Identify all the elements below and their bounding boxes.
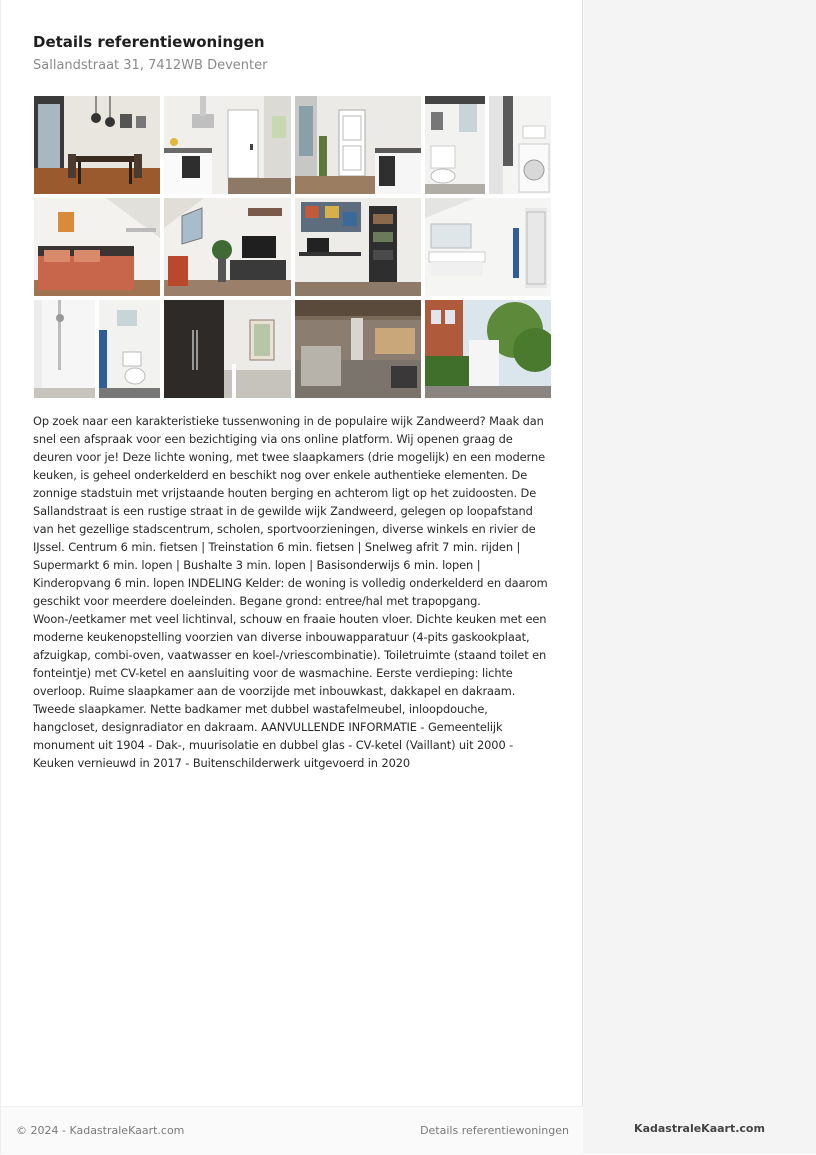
dining-room-photo[interactable] [34, 96, 160, 194]
property-description: Op zoek naar een karakteristieke tussenwoning in de populaire wijk Zandweerd? Maak dan snel een afspraak voor een bezichtiging via ons online platform. Wij openen graag de deuren voor je! Deze lichte woning, met twee slaapkamers (drie mogelijk) en een moderne keuken, is geheel onderkelderd en beschikt nog over enkele authentieke elementen. De zonnige stadstuin met vrijstaande houten berging en achterom ligt op het zuidoosten. De Sallandstraat is een rustige straat in de gewilde wijk Zandweerd, gelegen op loopafstand van het gezellige stadscentrum, scholen, sportvoorzieningen, diverse winkels en rivier de IJssel. Centrum 6 min. fietsen | Treinstation 6 min. fietsen | Snelweg afrit 7 min. rijden | Supermarkt 6 min. lopen | Bushalte 3 min. lopen | Basisonderwijs 6 min. lopen | Kinderopvang 6 min. lopen INDELING Kelder: de woning is volledig onderkelderd en daarom geschikt voor meerdere doeleinden. Begane grond: entree/hal met trapopgang. Woon-/eetkamer met veel lichtinval, schouw en fraaie houten vloer. Dichte keuken met een moderne keukenopstelling voorzien van diverse inbouwapparatuur (4-pits gaskookplaat, afzuigkap, combi-oven, vaatwasser en koel-/vriescombinatie). Toiletruimte (staand toilet en fonteintje) met CV-ketel en aansluiting voor de wasmachine. Eerste verdieping: lichte overloop. Ruime slaapkamer aan de voorzijde met inbouwkast, dakkapel en dakraam. Tweede slaapkamer. Nette badkamer met dubbel wastafelmeubel, inloopdouche, hangcloset, designradiator en dakraam. AANVULLENDE INFORMATIE - Gemeentelijk monument uit 1904 - Dak-, muurisolatie en dubbel glas - CV-ketel (Vaillant) uit 2000 - Keuken vernieuwd in 2017 - Buitenschilderwerk uitgevoerd in 2020 [33, 414, 548, 770]
wc-photo[interactable] [99, 300, 160, 398]
attic-living-room-photo[interactable] [164, 198, 291, 296]
brand-logo-text[interactable]: KadastraleKaart.com [634, 1122, 765, 1135]
kitchen-photo[interactable] [164, 96, 291, 194]
shower-photo[interactable] [34, 300, 95, 398]
wardrobe-landing-photo[interactable] [164, 300, 291, 398]
basement-photo[interactable] [295, 300, 421, 398]
bedroom-photo[interactable] [34, 198, 160, 296]
kitchen-hallway-photo[interactable] [295, 96, 421, 194]
garden-photo[interactable] [425, 300, 551, 398]
page-footer [1, 1106, 584, 1155]
bathroom-photo[interactable] [425, 198, 551, 296]
study-room-photo[interactable] [295, 198, 421, 296]
property-address: Sallandstraat 31, 7412WB Deventer [33, 58, 268, 73]
right-sidebar [583, 0, 816, 1154]
footer-section-title: Details referentiewoningen [420, 1124, 569, 1137]
page-title: Details referentiewoningen [33, 33, 265, 51]
washing-machine-photo[interactable] [489, 96, 551, 194]
toilet-photo[interactable] [425, 96, 485, 194]
footer-copyright: © 2024 - KadastraleKaart.com [16, 1124, 185, 1137]
